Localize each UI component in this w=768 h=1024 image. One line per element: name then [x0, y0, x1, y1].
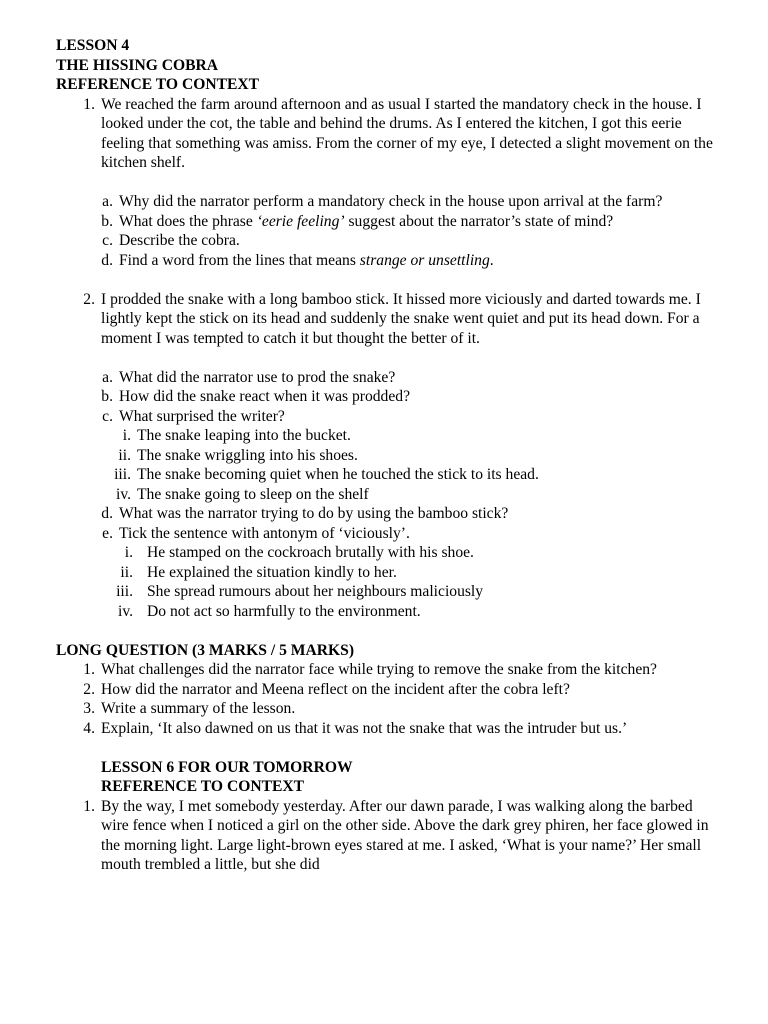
- option-label: iv.: [117, 602, 133, 620]
- question-label: 1.: [83, 661, 95, 678]
- question-item: [56, 251, 716, 271]
- passage-text: We reached the farm around afternoon and as usual I started the mandatory check in the house. I looked under the cot, the table and behind the drums. As I entered the kitchen, I got this eerie feeling that something was amiss. From the corner of my eye, I detected a slight movement on the kitchen shelf.: [101, 95, 713, 171]
- long-question-heading: LONG QUESTION (3 MARKS / 5 MARKS): [56, 641, 355, 659]
- option-text: The snake becoming quiet when he touched the stick to its head.: [137, 466, 539, 483]
- question-text: How did the snake react when it was prodded?: [119, 388, 410, 405]
- option-text: The snake wriggling into his shoes.: [137, 446, 358, 464]
- question-label: 2.: [83, 680, 95, 698]
- emphasis-phrase: strange or unsettling: [359, 251, 490, 269]
- option-item: [56, 582, 716, 602]
- question-text: What did the narrator use to prod the snake?: [119, 368, 396, 386]
- question-item: [56, 524, 716, 544]
- question-text: Explain, ‘It also dawned on us that it was not the snake that was the intruder but us.’: [101, 719, 628, 737]
- passage-2: [56, 290, 716, 349]
- option-text: The snake leaping into the bucket.: [137, 427, 351, 444]
- question-label: d.: [101, 505, 113, 522]
- option-label: ii.: [120, 563, 133, 581]
- question-label: c.: [102, 407, 113, 425]
- question-item: [56, 368, 716, 388]
- section-heading: REFERENCE TO CONTEXT: [56, 76, 260, 93]
- lesson-title-heading: THE HISSING COBRA: [56, 56, 219, 74]
- section-heading: REFERENCE TO CONTEXT: [101, 778, 305, 795]
- question-label: e.: [102, 524, 113, 542]
- option-text: Do not act so harmfully to the environment.: [147, 602, 421, 620]
- question-item: [56, 212, 716, 232]
- question-item: [56, 231, 716, 251]
- passage-number: 1.: [83, 95, 95, 113]
- question-item: [56, 504, 716, 524]
- question-text: Describe the cobra.: [119, 232, 240, 249]
- question-text: What does the phrase ‘eerie feeling’ suggest about the narrator’s state of mind?: [119, 212, 614, 230]
- question-label: b.: [101, 212, 113, 230]
- passage-lesson6: [56, 797, 716, 875]
- option-item: [56, 602, 716, 622]
- long-question-item: [56, 680, 716, 700]
- question-text: Find a word from the lines that means strange or unsettling.: [119, 251, 494, 269]
- question-label: d.: [101, 251, 113, 269]
- option-item: [56, 465, 716, 485]
- option-label: iii.: [116, 583, 133, 600]
- long-question-item: [56, 660, 716, 680]
- question-label: b.: [101, 388, 113, 405]
- question-text: What challenges did the narrator face while trying to remove the snake from the kitchen?: [101, 661, 657, 678]
- long-question-item: [56, 699, 716, 719]
- option-label: i.: [122, 427, 131, 444]
- passage-number: 2.: [83, 290, 95, 308]
- question-item: [56, 192, 716, 212]
- option-text: He explained the situation kindly to her.: [147, 563, 397, 581]
- emphasis-phrase: ‘eerie feeling’: [256, 212, 345, 230]
- passage-1: [56, 95, 716, 173]
- lesson-6-title-heading: LESSON 6 FOR OUR TOMORROW: [101, 758, 353, 776]
- question-text: Tick the sentence with antonym of ‘viciously’.: [119, 524, 410, 542]
- question-label: 4.: [83, 719, 95, 737]
- question-label: c.: [102, 232, 113, 249]
- question-item: [56, 407, 716, 427]
- question-label: a.: [102, 368, 113, 386]
- question-label: 3.: [83, 700, 95, 717]
- option-text: She spread rumours about her neighbours maliciously: [147, 583, 484, 600]
- passage-text: I prodded the snake with a long bamboo stick. It hissed more viciously and darted towards me. I lightly kept the stick on its head and suddenly the snake went quiet and put its head down. For a moment I was tempted to catch it but thought the better of it.: [101, 290, 701, 347]
- question-text: Why did the narrator perform a mandatory check in the house upon arrival at the farm?: [119, 193, 663, 210]
- passage-number: 1.: [83, 797, 95, 815]
- question-text: What was the narrator trying to do by using the bamboo stick?: [119, 505, 509, 522]
- option-text: He stamped on the cockroach brutally with his shoe.: [147, 544, 474, 561]
- document-page: [56, 36, 716, 875]
- option-item: [56, 543, 716, 563]
- lesson-number-heading: LESSON 4: [56, 37, 130, 54]
- option-label: ii.: [118, 446, 131, 464]
- option-item: [56, 563, 716, 583]
- option-item: [56, 485, 716, 505]
- question-text: How did the narrator and Meena reflect on the incident after the cobra left?: [101, 680, 570, 698]
- option-item: [56, 446, 716, 466]
- question-text: Write a summary of the lesson.: [101, 700, 296, 717]
- long-question-item: [56, 719, 716, 739]
- option-label: iii.: [114, 466, 131, 483]
- question-label: a.: [102, 193, 113, 210]
- question-item: [56, 387, 716, 407]
- option-item: [56, 426, 716, 446]
- passage-text: By the way, I met somebody yesterday. After our dawn parade, I was walking along the barbed wire fence when I noticed a girl on the other side. Above the dark grey phiren, her face glowed in the morning light. Large light-brown eyes stared at me. I asked, ‘What is your name?’ Her small mouth trembled a little, but she did: [101, 797, 709, 873]
- option-label: i.: [124, 544, 133, 561]
- option-text: The snake going to sleep on the shelf: [137, 485, 369, 503]
- option-label: iv.: [115, 485, 131, 503]
- question-text: What surprised the writer?: [119, 407, 285, 425]
